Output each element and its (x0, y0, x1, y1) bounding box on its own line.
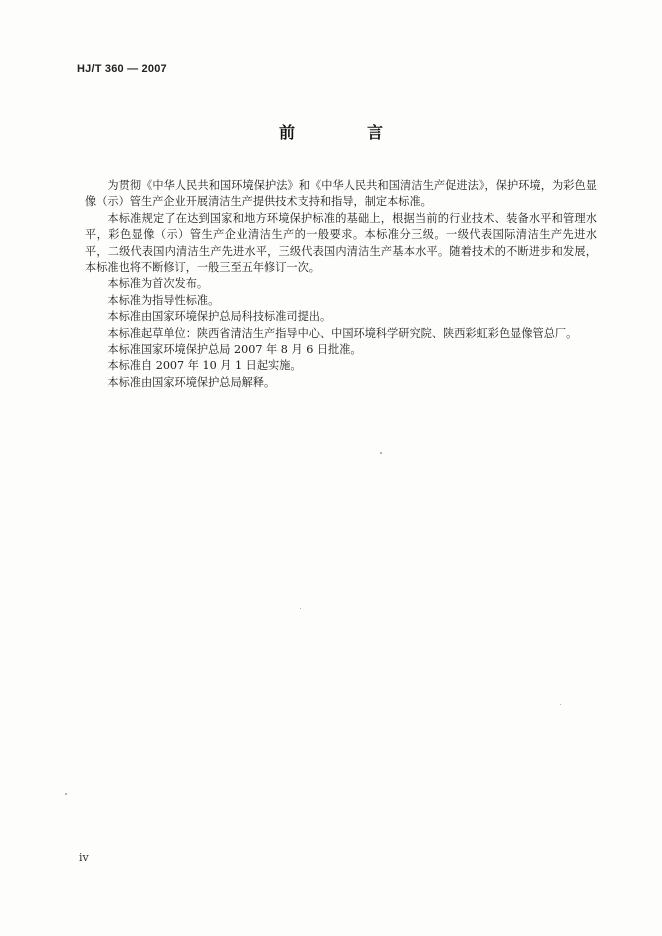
paragraph-interpretation: 本标准由国家环境保护总局解释。 (107, 375, 276, 389)
paragraph-effective-date: 本标准自 2007 年 10 月 1 日起实施。 (107, 359, 302, 373)
page-title: 前 言 (278, 123, 411, 142)
scan-speck (300, 608, 301, 609)
paragraph-proposed-by: 本标准由国家环境保护总局科技标准司提出。 (107, 310, 332, 324)
foreword-body (85, 178, 597, 391)
page-number: iv (79, 851, 89, 864)
scan-speck (560, 704, 561, 705)
scan-speck (380, 452, 382, 454)
scan-speck (65, 793, 67, 795)
paragraph-purpose: 为贯彻《中华人民共和国环境保护法》和《中华人民共和国清洁生产促进法》，保护环境，为彩色显像（示）管生产企业开展清洁生产提供技术支持和指导，制定本标准。 (85, 179, 597, 209)
standard-code: HJ/T 360 — 2007 (77, 63, 167, 75)
paragraph-first-release: 本标准为首次发布。 (107, 277, 209, 291)
paragraph-approval-date: 本标准国家环境保护总局 2007 年 8 月 6 日批准。 (107, 343, 362, 357)
paragraph-scope: 本标准规定了在达到国家和地方环境保护标准的基础上，根据当前的行业技术、装备水平和管理水平，彩色显像（示）管生产企业清洁生产的一般要求。本标准分三级。一级代表国际清洁生产先进水平，二级代表国内清洁生产先进水平，三级代表国内清洁生产基本水平。随着技术的不断进步和发展，本标准也将不断修订，一般三至五年修订一次。 (85, 211, 597, 275)
paragraph-guidance: 本标准为指导性标准。 (107, 293, 220, 307)
paragraph-drafting-units: 本标准起草单位：陕西省清洁生产指导中心、中国环境科学研究院、陕西彩虹彩色显像管总厂。 (107, 326, 578, 340)
